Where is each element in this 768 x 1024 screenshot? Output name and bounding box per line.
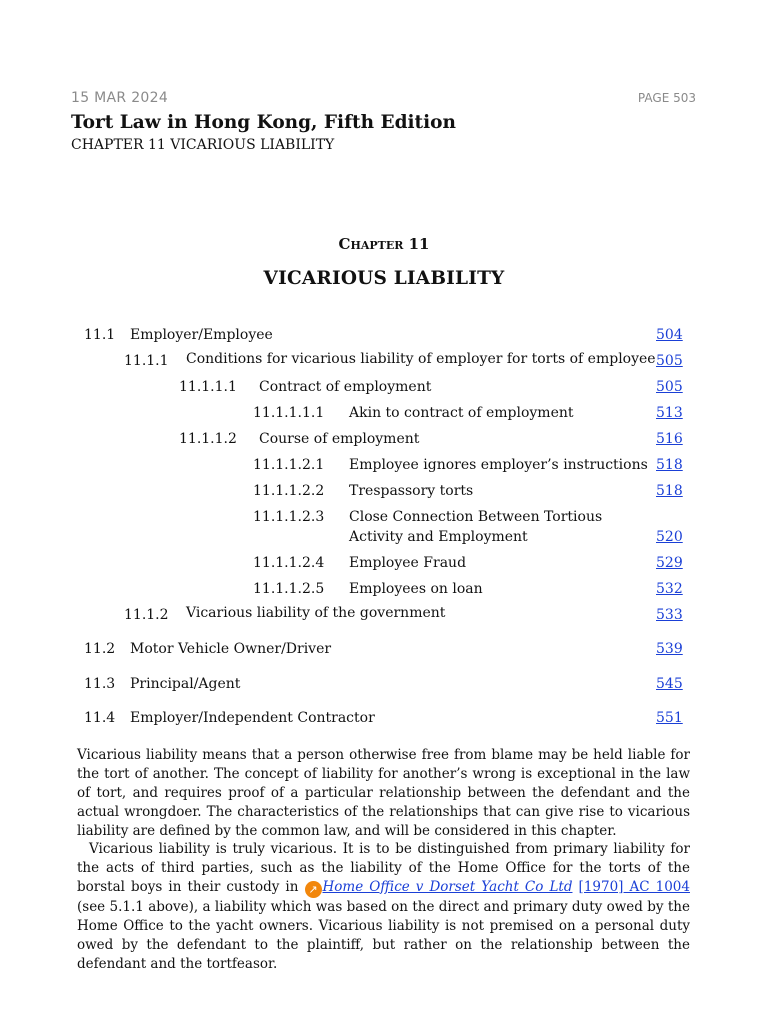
toc-number: 11.1.1.1 (179, 379, 237, 395)
toc-label: Course of employment (259, 431, 420, 447)
toc-page-link[interactable]: 518 (656, 457, 683, 473)
toc-number: 11.1.1.2.2 (253, 483, 325, 499)
toc-label-line1: Close Connection Between Tortious (349, 509, 603, 525)
toc-label: Akin to contract of employment (349, 405, 574, 421)
toc-number: 11.1.1.2.4 (253, 555, 325, 571)
toc-page-link[interactable]: 539 (656, 641, 683, 657)
toc-label: Vicarious liability of the government (186, 605, 446, 621)
toc-page-link[interactable]: 520 (656, 529, 683, 545)
toc-label: Employer/Employee (130, 327, 273, 343)
toc-page-link[interactable]: 516 (656, 431, 683, 447)
toc-label: Employer/Independent Contractor (130, 710, 375, 726)
toc-label-line2: Activity and Employment (349, 529, 528, 545)
toc-number: 11.1.1.2 (179, 431, 237, 447)
toc-number: 11.1.1.2.1 (253, 457, 325, 473)
chapter-title: VICARIOUS LIABILITY (263, 268, 505, 289)
toc-page-link[interactable]: 529 (656, 555, 683, 571)
toc-page-link[interactable]: 505 (656, 379, 683, 395)
body-paragraph (77, 840, 690, 973)
toc-label: Employee ignores employer’s instructions (349, 457, 648, 473)
toc-page-link[interactable]: 533 (656, 607, 683, 623)
toc-label: Conditions for vicarious liability of employer for torts of employee (186, 351, 656, 367)
case-status-flag-icon[interactable]: ↗ (305, 881, 322, 898)
chapter-label: Chapter 11 (338, 235, 430, 253)
toc-label: Principal/Agent (130, 676, 241, 692)
toc-page-link[interactable]: 518 (656, 483, 683, 499)
toc-page-link[interactable]: 551 (656, 710, 683, 726)
toc-label: Employees on loan (349, 581, 483, 597)
book-title: Tort Law in Hong Kong, Fifth Edition (71, 112, 456, 133)
header-page-number: PAGE 503 (637, 91, 696, 105)
toc-number: 11.2 (84, 641, 116, 657)
toc-label: Employee Fraud (349, 555, 467, 571)
toc-page-link[interactable]: 513 (656, 405, 683, 421)
toc-number: 11.4 (84, 710, 116, 726)
toc-label: Contract of employment (259, 379, 432, 395)
paragraph-text: Vicarious liability is truly vicarious. It is to be distinguished from primary liability for the acts of third parties, such as the liability of the Home Office for the torts of the borstal boys in their custody in (77, 841, 690, 895)
toc-page-link[interactable]: 532 (656, 581, 683, 597)
toc-page-link[interactable]: 504 (656, 327, 683, 343)
toc-number: 11.1 (84, 327, 116, 343)
header-date: 15 MAR 2024 (71, 90, 169, 106)
case-citation-link[interactable]: [1970] AC 1004 (578, 878, 690, 895)
toc-number: 11.1.1.2.3 (253, 509, 325, 525)
toc-number: 11.1.1.2.5 (253, 581, 325, 597)
toc-label: Trespassory torts (349, 483, 474, 499)
case-name-link[interactable]: Home Office v Dorset Yacht Co Ltd (322, 878, 573, 895)
paragraph-text: (see 5.1.1 above), a liability which was based on the direct and primary duty owed by the Home Office to the yacht owners. Vicarious liability is not premised on a personal duty owed by the defendant to the plaintiff, but rather on the relationship between the defendant and the tortfeasor. (77, 898, 690, 972)
toc-number: 11.1.2 (124, 607, 169, 623)
toc-page-link[interactable]: 505 (656, 353, 683, 369)
toc-page-link[interactable]: 545 (656, 676, 683, 692)
body-paragraph: Vicarious liability means that a person otherwise free from blame may be held liable for the tort of another. The concept of liability for another’s wrong is exceptional in the law of tort, and requires proof of a particular relationship between the defendant and the actual wrongdoer. The characteristics of the relationships that can give rise to vicarious liability are defined by the common law, and will be considered in this chapter. (77, 747, 690, 839)
toc-number: 11.1.1 (124, 353, 169, 369)
toc-number: 11.3 (84, 676, 116, 692)
header-chapter-line: CHAPTER 11 VICARIOUS LIABILITY (71, 137, 335, 153)
toc-label: Motor Vehicle Owner/Driver (130, 641, 332, 657)
toc-number: 11.1.1.1.1 (253, 405, 325, 421)
